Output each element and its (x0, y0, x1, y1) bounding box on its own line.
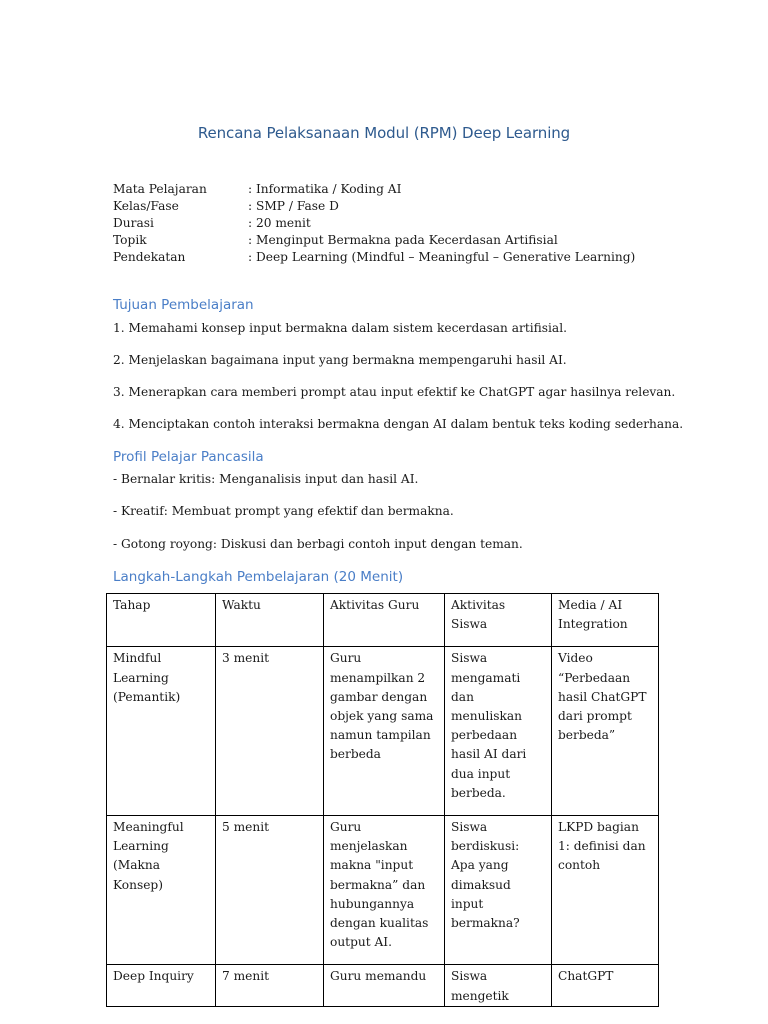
cell-media-ai: ChatGPT (552, 965, 659, 1006)
info-value: : SMP / Fase D (248, 199, 339, 213)
langkah-table (106, 593, 659, 1007)
header-aktivitas-guru: Aktivitas Guru (324, 594, 445, 647)
info-value: : 20 menit (248, 216, 311, 230)
cell-aktivitas-siswa: Siswa berdiskusi: Apa yang dimaksud input bermakna? (445, 816, 552, 965)
cell-waktu: 7 menit (216, 965, 324, 1006)
cell-aktivitas-guru: Guru memandu (324, 965, 445, 1006)
cell-waktu: 5 menit (216, 816, 324, 965)
info-value: : Menginput Bermakna pada Kecerdasan Artifisial (248, 233, 558, 247)
profil-item-3: - Gotong royong: Diskusi dan berbagi contoh input dengan teman. (113, 537, 523, 551)
tujuan-item-1: 1. Memahami konsep input bermakna dalam sistem kecerdasan artifisial. (113, 321, 567, 335)
info-value: : Deep Learning (Mindful – Meaningful – Generative Learning) (248, 250, 636, 264)
info-label: Pendekatan (113, 250, 186, 264)
cell-aktivitas-siswa: Siswa mengamati dan menuliskan perbedaan hasil AI dari dua input berbeda. (445, 647, 552, 816)
cell-aktivitas-siswa: Siswa mengetik (445, 965, 552, 1006)
info-value: : Informatika / Koding AI (248, 182, 402, 196)
header-media-ai: Media / AI Integration (552, 594, 659, 647)
info-label: Kelas/Fase (113, 199, 179, 213)
tujuan-item-3: 3. Menerapkan cara memberi prompt atau input efektif ke ChatGPT agar hasilnya relevan. (113, 385, 676, 399)
profil-item-2: - Kreatif: Membuat prompt yang efektif dan bermakna. (113, 504, 454, 518)
tujuan-item-2: 2. Menjelaskan bagaimana input yang bermakna mempengaruhi hasil AI. (113, 353, 567, 367)
document-title: Rencana Pelaksanaan Modul (RPM) Deep Learning (197, 124, 571, 142)
info-row-mata-pelajaran (113, 181, 635, 198)
info-label: Durasi (113, 216, 154, 230)
heading-langkah-pembelajaran: Langkah-Langkah Pembelajaran (20 Menit) (113, 569, 404, 585)
cell-aktivitas-guru: Guru menampilkan 2 gambar dengan objek yang sama namun tampilan berbeda (324, 647, 445, 816)
header-aktivitas-siswa: Aktivitas Siswa (445, 594, 552, 647)
cell-media-ai: Video “Perbedaan hasil ChatGPT dari prompt berbeda” (552, 647, 659, 816)
cell-media-ai: LKPD bagian 1: definisi dan contoh (552, 816, 659, 965)
info-row-kelas-fase (113, 198, 635, 215)
info-label: Topik (113, 233, 147, 247)
header-tahap: Tahap (107, 594, 216, 647)
table-row (107, 816, 659, 965)
cell-tahap: Mindful Learning (Pemantik) (107, 647, 216, 816)
info-label: Mata Pelajaran (113, 182, 207, 196)
info-block (113, 181, 635, 266)
info-row-durasi (113, 215, 635, 232)
heading-profil-pelajar-pancasila: Profil Pelajar Pancasila (113, 449, 264, 465)
info-row-topik (113, 232, 635, 249)
table-header-row (107, 594, 659, 647)
table-row (107, 647, 659, 816)
cell-aktivitas-guru: Guru menjelaskan makna "input bermakna” dan hubungannya dengan kualitas output AI. (324, 816, 445, 965)
heading-tujuan-pembelajaran: Tujuan Pembelajaran (113, 297, 254, 313)
table-row (107, 965, 659, 1006)
cell-waktu: 3 menit (216, 647, 324, 816)
cell-tahap: Meaningful Learning (Makna Konsep) (107, 816, 216, 965)
profil-item-1: - Bernalar kritis: Menganalisis input dan hasil AI. (113, 472, 419, 486)
tujuan-item-4: 4. Menciptakan contoh interaksi bermakna dengan AI dalam bentuk teks koding sederhana. (113, 417, 684, 431)
header-waktu: Waktu (216, 594, 324, 647)
cell-tahap: Deep Inquiry (107, 965, 216, 1006)
info-row-pendekatan (113, 249, 635, 266)
